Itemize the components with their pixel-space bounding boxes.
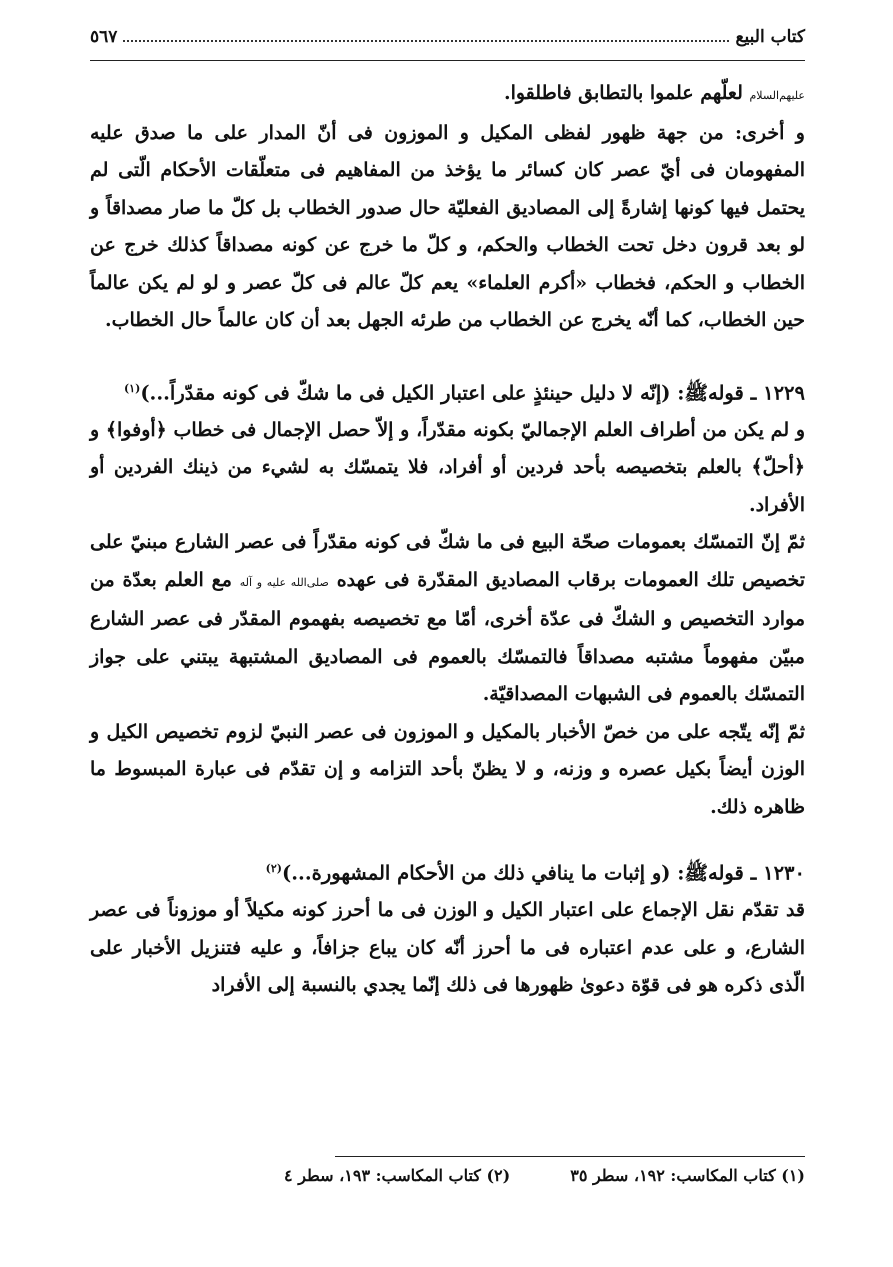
header-dot-leader	[123, 26, 729, 42]
section-quote: ـ قوله‌ﷺ: (و إثبات ما ينافي ذلك من الأحكام المشهورة...)	[282, 861, 764, 885]
section-number: ١٢٢٩	[763, 381, 805, 404]
book-title: کتاب البیع	[735, 27, 805, 47]
footnote-ref-1: (١)	[123, 381, 141, 395]
paragraph-continuation: علیهم‌السلام لعلّهم علموا بالتطابق فاطلقوا.	[503, 82, 805, 104]
page-number: ٥٦٧	[90, 27, 118, 47]
running-header	[90, 26, 805, 61]
paragraph-2: و لم يكن من أطراف العلم الإجماليّ بكونه مقدّراً، و إلاّ حصل الإجمال فى خطاب ﴿أوفوا﴾ و ﴿أحلّ﴾ بالعلم بتخصيصه بأحد فردين أو أفراد، فلا يتمسّك به لشيء من ذينك الفردين أو الأفراد.	[90, 418, 805, 516]
honorific-small: صلی‌الله علیه و آله	[239, 575, 329, 589]
paragraph-5: قد تقدّم نقل الإجماع على اعتبار الكيل و الوزن فى ما أحرز كونه مكيلاً أو موزوناً فى عصر الشارع، و على عدم اعتباره فى ما أحرز أنّه كان يباع جزافاً، و عليه فتنزيل الأخبار على الّذى ذكره هو فى قوّة دعوىٰ ظهورها فى ذلك إنّما يجدي بالنسبة إلى الأفراد	[90, 899, 806, 996]
paragraph-1: و أخرى: من جهة ظهور لفظى المكيل و الموزون فى أنّ المدار على ما صدق عليه المفهومان فى أيّ عصر كان كسائر ما يؤخذ من المفاهيم فى متعلّقات الأحكام الّتى لم يحتمل فيها كونها إشارةً إلى المصاديق الفعليّة حال صدور الخطاب بل كلّ ما صار مصداقاً و لو بعد قرون دخل تحت الخطاب والحكم، و كلّ ما خرج عن كونه مصداقاً كذلك خرج عن الخطاب و الحكم، فخطاب «أكرم العلماء» يعم كلّ عالم فى كلّ عصر و لو لم يكن عالماً حين الخطاب، كما أنّه يخرج عن الخطاب من طرئه الجهل بعد أن كان عالماً حال الخطاب.	[90, 121, 805, 331]
section-heading-1230	[90, 850, 805, 892]
footnote-divider	[335, 1156, 805, 1157]
main-text	[90, 75, 805, 1005]
footnote-ref-2: (٢)	[265, 862, 283, 875]
page	[90, 26, 805, 1267]
footnote-1: (١) كتاب المكاسب: ١٩٢، سطر ٣٥	[570, 1166, 805, 1185]
paragraph-3: ثمّ إنّ التمسّك بعمومات صحّة البيع فى ما شكّ فى كونه مقدّراً فى عصر الشارع مبنيّ على تخصيص تلك العمومات برقاب المصاديق المقدّرة فى عهده صلی‌الله علیه و آله مع العلم بعدّة من موارد التخصيص و الشكّ فى عدّة أخرى، أمّا مع تخصيصه بفهموم المقدّر فى عصر الشارع مبيّن مفهوماً مشتبه مصداقاً فالتمسّك بالعموم فى المصاديق المشتبهة يبتني على جواز التمسّك بالعموم فى الشبهات المصداقيّة.	[90, 531, 805, 705]
section-number: ١٢٣٠	[763, 861, 805, 885]
section-quote: ـ قوله‌‍‌ﷺ: (إنّه لا دليل حينئذٍ على اعتبار الكيل فى ما شكّ فى كونه مقدّراً...)	[140, 381, 764, 404]
section-heading-1229	[90, 370, 805, 412]
footnotes	[90, 1166, 805, 1185]
paragraph-4: ثمّ إنّه يتّجه على من خصّ الأخبار بالمكيل و الموزون فى عصر النبيّ لزوم تخصيص الكيل و الوزن أيضاً بكيل عصره و وزنه، و لا يظنّ بأحد التزامه و إن تقدّم فى عبارة المبسوط ما ظاهره ذلك.	[90, 720, 805, 818]
honorific-small: علیهم‌السلام	[749, 89, 805, 102]
footnote-2: (٢) كتاب المكاسب: ١٩٣، سطر ٤	[284, 1166, 511, 1185]
